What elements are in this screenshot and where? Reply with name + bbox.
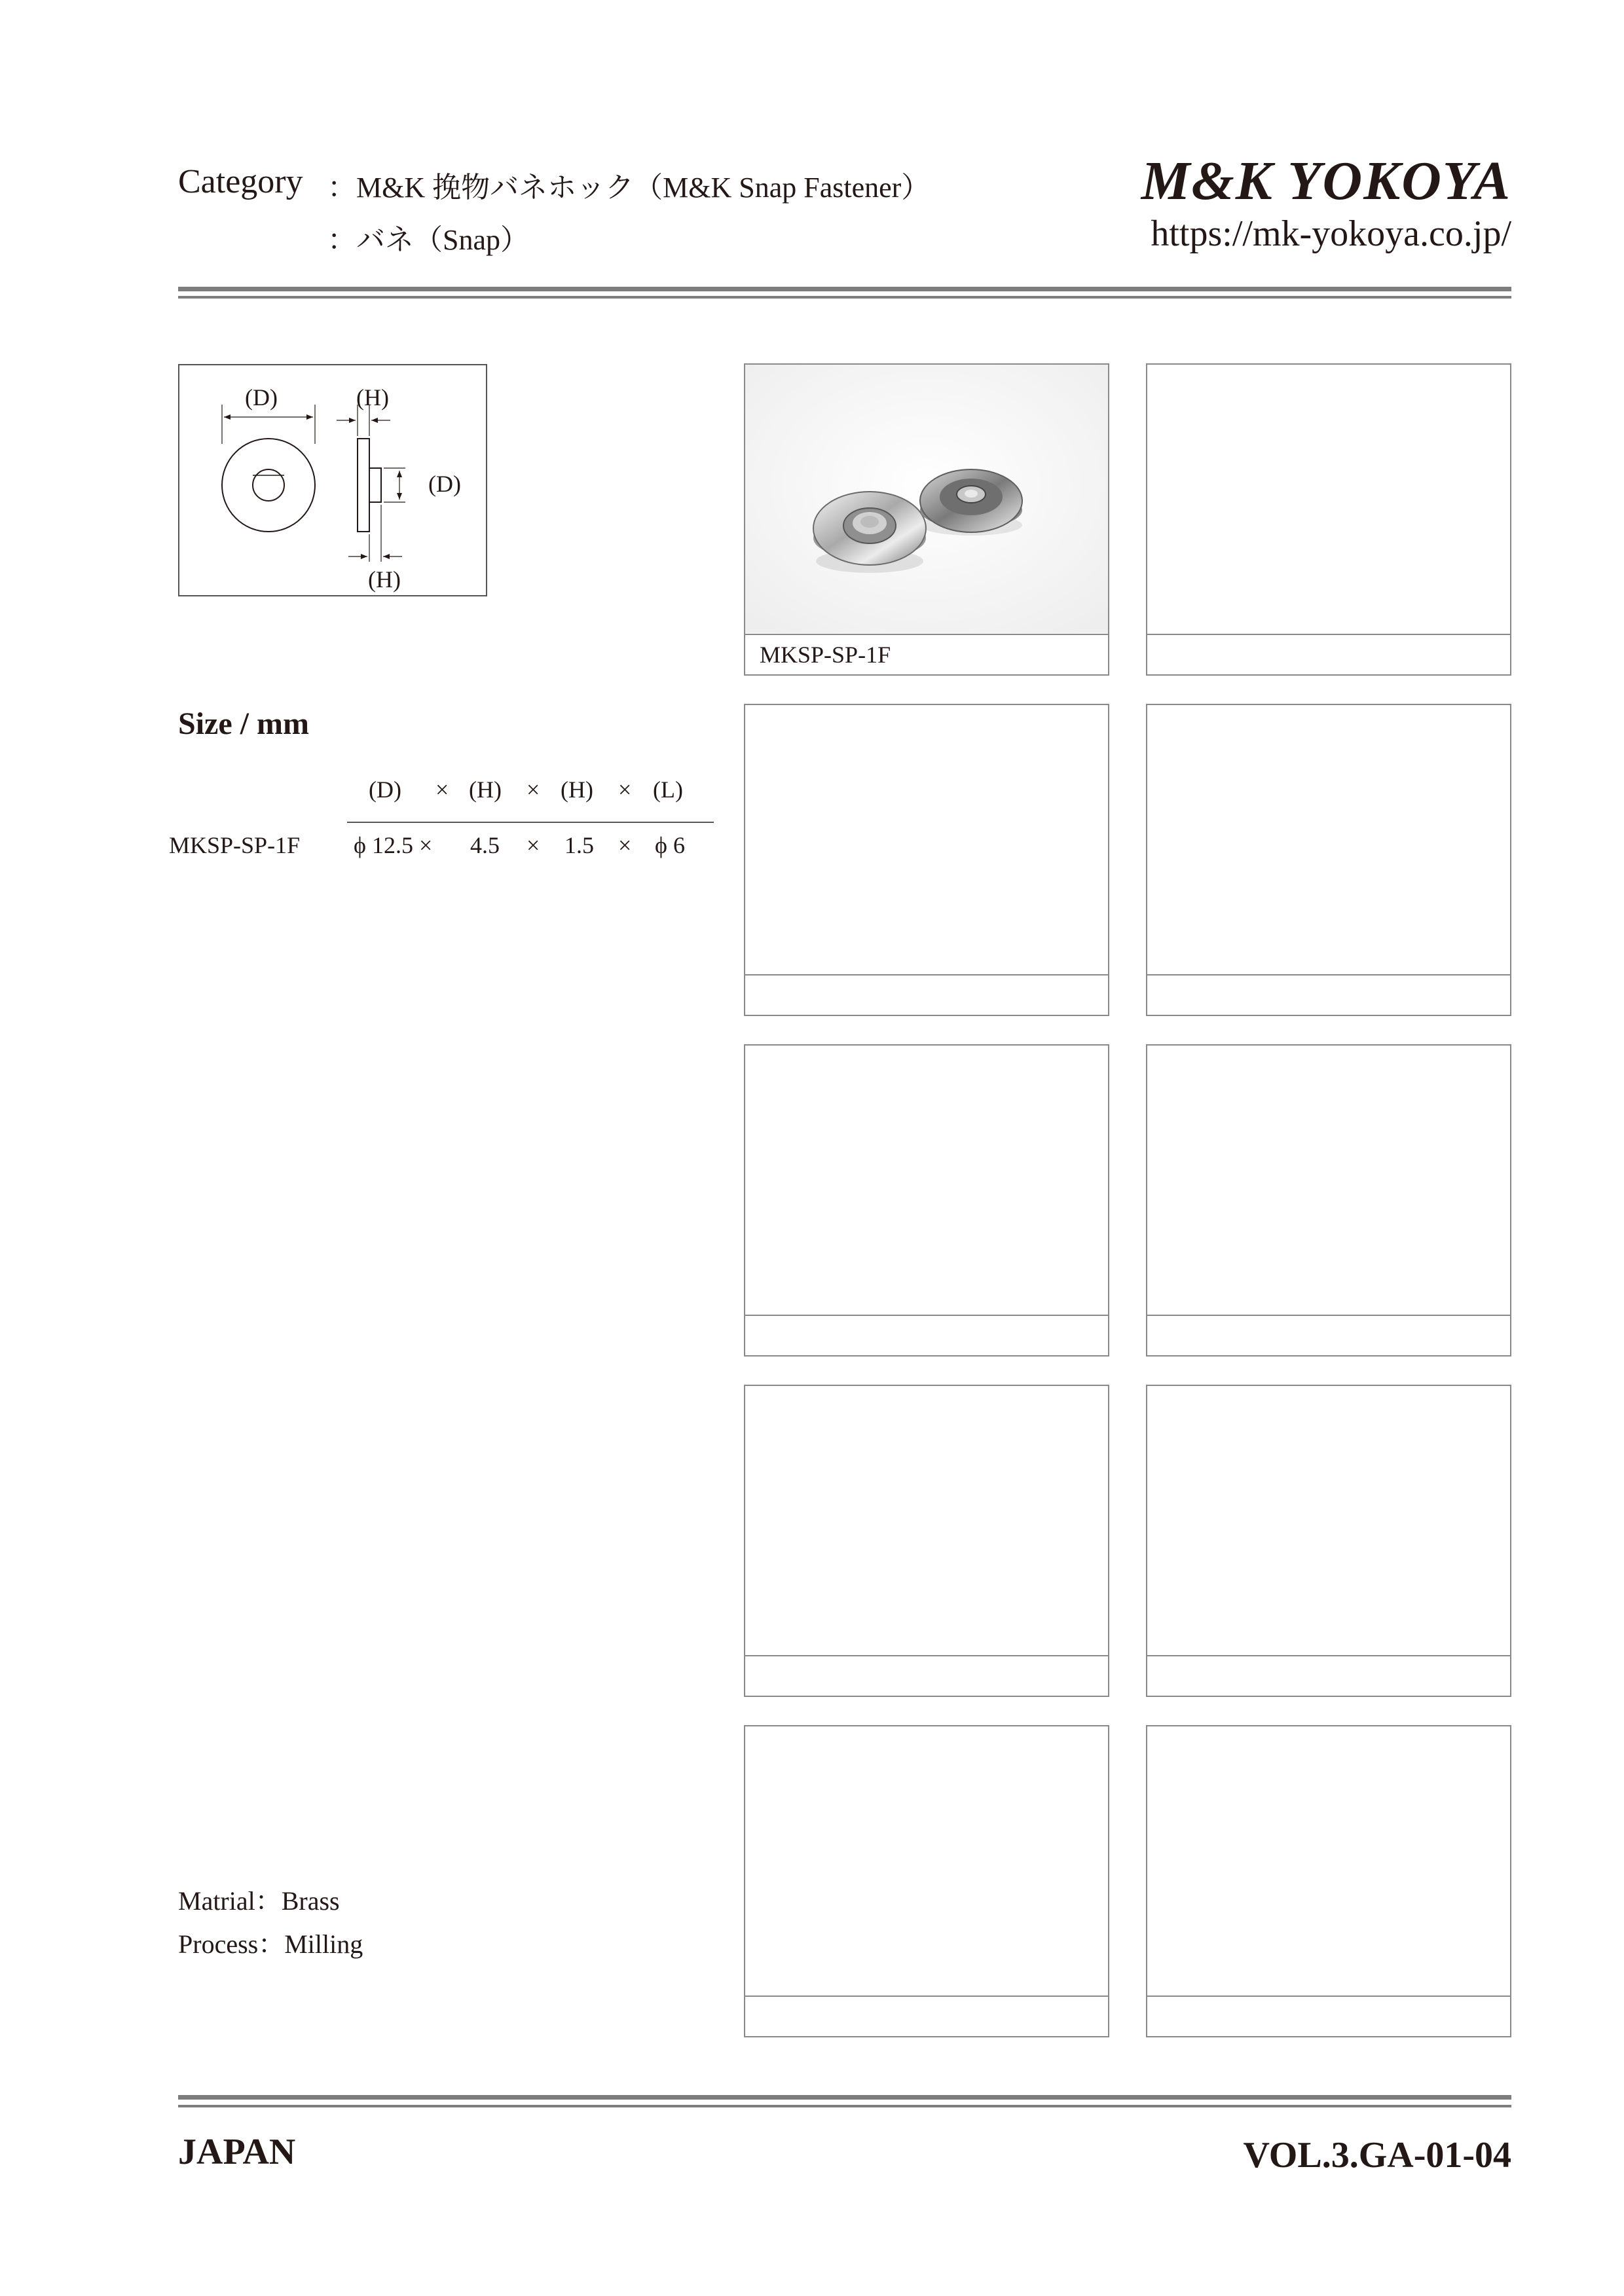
footer-rule-thick [178,2095,1511,2100]
product-cell-empty[interactable] [744,1044,1109,1357]
size-table-row [0,831,685,858]
product-cell-empty[interactable] [744,1385,1109,1697]
product-caption [745,1995,1108,2036]
snap-fastener-photo [745,365,1108,633]
size-row-model: MKSP-SP-1F [169,832,301,858]
header-rule-thin [178,296,1511,299]
product-caption [1147,1655,1510,1696]
size-value-x3: × [618,832,632,858]
outer-ring-shape [222,439,315,532]
label-d-top: (D) [245,384,278,410]
product-caption [1147,634,1510,674]
size-value-h2: 1.5 [564,832,594,858]
product-caption [745,1315,1108,1355]
label-d-side: (D) [428,471,461,497]
product-cell-empty[interactable] [1146,1044,1511,1357]
header-rule-thick [178,287,1511,291]
product-cell-empty[interactable] [1146,363,1511,676]
footer-country: JAPAN [178,2132,296,2172]
material-text: Matrial：Brass [178,1886,340,1916]
size-table-rule [347,822,714,823]
size-header-x2: × [526,776,540,803]
product-cell-empty[interactable] [1146,1385,1511,1697]
category-label: Category [178,163,303,200]
product-cell[interactable] [744,363,1109,676]
label-h-top: (H) [356,384,389,410]
side-flange-shape [358,439,369,532]
category-main: ：M&K 挽物バネホック（M&K Snap Fastener） [327,172,931,204]
size-header-x1: × [435,776,449,803]
size-header-d: (D) [369,776,401,803]
inner-ring-shape [253,469,284,501]
product-caption [1147,1315,1510,1355]
size-header-h1: (H) [469,776,502,803]
footer-rule-thin [178,2105,1511,2107]
product-caption [745,974,1108,1015]
size-header-h2: (H) [561,776,593,803]
size-value-h1: 4.5 [470,832,500,858]
size-header-l: (L) [653,776,683,803]
size-value-x2: × [526,832,540,858]
category-sub: ：バネ（Snap） [327,224,529,256]
product-cell-empty[interactable] [744,1725,1109,2037]
product-caption [1147,974,1510,1015]
footer-volume-code: VOL.3.GA-01-04 [1243,2135,1511,2176]
size-title: Size / mm [178,706,309,741]
size-value-d: ϕ 12.5 × [354,832,433,858]
product-cell-empty[interactable] [1146,704,1511,1016]
brand-logo-text: M&K YOKOYA [1141,151,1511,211]
size-value-l: ϕ 6 [655,832,685,858]
dimension-diagram [178,364,487,596]
product-caption [1147,1995,1510,2036]
product-cell-empty[interactable] [744,704,1109,1016]
label-h-bottom: (H) [368,566,401,592]
product-cell-empty[interactable] [1146,1725,1511,2037]
website-link[interactable]: https://mk-yokoya.co.jp/ [1151,213,1511,254]
size-header-x3: × [618,776,632,803]
process-text: Process：Milling [178,1929,363,1959]
product-caption: MKSP-SP-1F [745,634,1108,674]
product-caption [745,1655,1108,1696]
side-post-shape [369,468,381,502]
